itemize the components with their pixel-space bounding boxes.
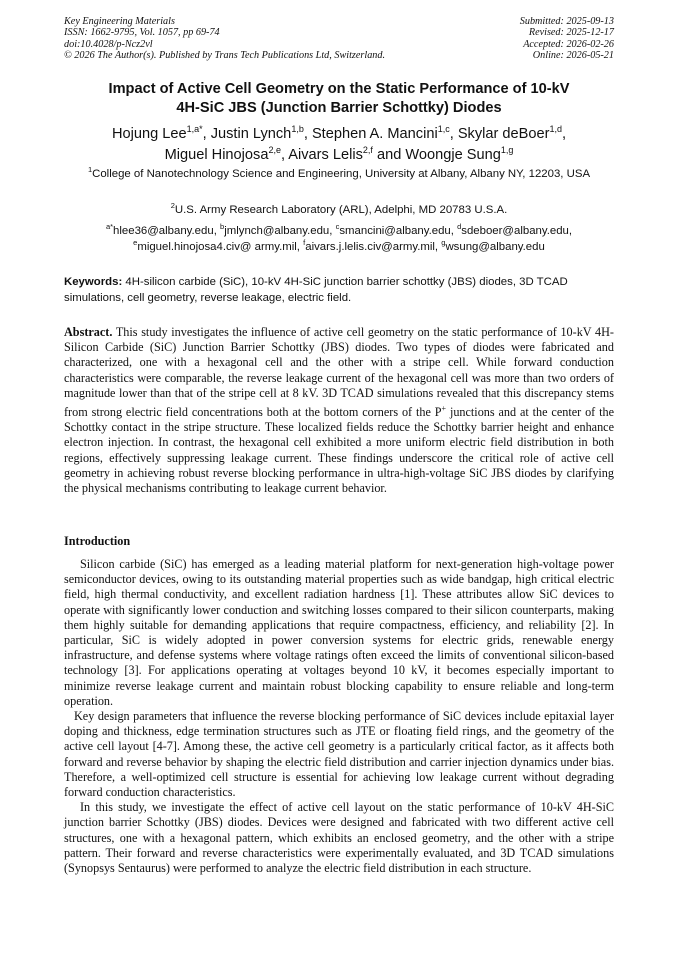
journal-doi: doi:10.4028/p-Ncz2vl (64, 38, 153, 50)
publication-dates (520, 16, 614, 62)
revised-date: Revised: 2025-12-17 (528, 27, 614, 39)
author-separator: , (449, 126, 458, 142)
author-separator: and (372, 146, 406, 163)
title-line-1: Impact of Active Cell Geometry on the Static Performance of 10-kV (108, 81, 570, 97)
email-link[interactable]: miguel.hinojosa4.civ@ army.mil, (137, 241, 304, 253)
email-line-2 (64, 239, 614, 255)
journal-issn: ISSN: 1662-9795, Vol. 1057, pp 69-74 (64, 27, 220, 39)
online-date: Online: 2026-05-21 (532, 50, 614, 62)
author-line-1 (40, 124, 638, 145)
author-affiliation-mark: 1,g (500, 144, 514, 155)
author-affiliation-mark: 1,b (291, 124, 304, 135)
submitted-date: Submitted: 2025-09-13 (519, 16, 614, 27)
keywords-text: 4H-silicon carbide (SiC), 10-kV 4H-SiC junction barrier schottky (JBS) diodes, 3D TCAD simulations, cell geometry, reverse leakage, electric field. (64, 276, 568, 304)
author: Aivars Lelis (288, 146, 363, 163)
email-mark: b (220, 222, 225, 232)
author: Skylar deBoer (457, 126, 550, 142)
keywords (64, 275, 614, 306)
author: Miguel Hinojosa (164, 146, 269, 163)
author-separator: , (303, 126, 312, 142)
author: Woongje Sung (405, 146, 501, 163)
author-emails (64, 223, 614, 255)
author-affiliation-mark: 1,c (437, 124, 450, 135)
email-line-1 (64, 223, 614, 239)
accepted-date: Accepted: 2026-02-26 (523, 38, 614, 50)
journal-name: Key Engineering Materials (64, 16, 175, 27)
email-mark: a* (105, 222, 114, 232)
email-link[interactable]: sdeboer@albany.edu, (461, 225, 573, 237)
author-affiliation-mark: 2,e (268, 144, 281, 155)
email-mark: e (133, 238, 138, 248)
keywords-label: Keywords: (64, 276, 123, 288)
affiliation-mark: 1 (87, 165, 93, 175)
affiliation-text: College of Nanotechnology Science and Engineering, University at Albany, Albany NY, 12203, USA (92, 168, 591, 180)
introduction-paragraph-3: In this study, we investigate the effect of active cell layout on the static performance of 10-kV 4H-SiC junction barrier Schottky (JBS) diodes. Devices were designed and fabricated with two different active cell structures, one with a hexagonal pattern, which exhibits an enclosed geometry, and the other with a stripe pattern. Their forward and reverse characteristics were experimentally evaluated, and 3D TCAD simulations (Synopsys Sentaurus) were performed to analyze the electric field distribution in each structure. (64, 800, 614, 876)
introduction-paragraph-1: Silicon carbide (SiC) has emerged as a leading material platform for next-generation high-voltage power semiconductor devices, owing to its outstanding material properties such as wide bandgap, high critical electric field, high thermal conductivity, and excellent radiation hardness [1]. These attributes allow SiC devices to operate with significantly lower conduction and switching losses compared to their silicon counterparts, making them highly suitable for demanding applications that require compactness, efficiency, and reliability [2]. In particular, SiC is widely adopted in power conversion systems for electric grids, renewable energy infrastructure, and defense systems where voltage ratings often exceed the limits of conventional silicon-based technology [3]. For applications operating at voltages beyond 10 kV, it becomes especially important to minimize reverse leakage current and maintain robust blocking capability to ensure reliable and long-term operation. (64, 557, 614, 708)
author-affiliation-mark: 1,a* (186, 124, 203, 135)
email-mark: d (457, 222, 462, 232)
journal-info (64, 16, 385, 62)
abstract-text: This study investigates the influence of active cell geometry on the static performance of 10-kV 4H-Silicon Carbide (SiC) Junction Barrier Schottky (JBS) diodes. Two types of diodes were fabricated and characterized, one with a hexagonal cell and the other with a stripe cell. While forward conduction characteristics were comparable, the reverse leakage current of the hexagonal cell was more than two orders of magnitude lower than that of the stripe cell at 8 kV. 3D TCAD simulations revealed that this discrepancy stems from strong electric field concentrations both at the bottom corners of the P (64, 325, 614, 420)
author-list (40, 124, 638, 165)
paper-title (40, 80, 638, 118)
author: Stephen A. Mancini (311, 126, 438, 142)
introduction-heading: Introduction (64, 534, 131, 548)
introduction-body (64, 557, 614, 876)
email-link[interactable]: hlee36@albany.edu, (113, 225, 221, 237)
title-line-2: 4H-SiC JBS (Junction Barrier Schottky) Diodes (176, 100, 502, 116)
abstract-text-continued: junctions and at the center of the Schottky contact in the stripe structure. These localized fields reduce the Schottky barrier height and enhance electron injection. In contrast, the hexagonal cell exhibited a more uniform electric field distribution in both regions, effectively suppressing leakage current. These findings underscore the critical role of active cell geometry in achieving robust reverse blocking performance in ultra-high-voltage SiC JBS diodes by clarifying the physical mechanisms contributing to leakage current behavior. (64, 405, 614, 496)
author-separator: , (202, 126, 211, 142)
abstract-superscript: + (441, 404, 447, 414)
affiliation-text: U.S. Army Research Laboratory (ARL), Adelphi, MD 20783 U.S.A. (174, 204, 508, 216)
email-link[interactable]: smancini@albany.edu, (339, 225, 458, 237)
author: Hojung Lee (111, 126, 187, 142)
abstract (64, 325, 614, 496)
email-link[interactable]: wsung@albany.edu (445, 241, 545, 253)
email-link[interactable]: aivars.j.lelis.civ@army.mil, (305, 241, 442, 253)
author-affiliation-mark: 2,f (362, 144, 373, 155)
introduction-paragraph-2: Key design parameters that influence the reverse blocking performance of SiC devices include epitaxial layer doping and thickness, edge termination structures such as JTE or floating field rings, and the geometry of the active cell layout [4-7]. Among these, the active cell geometry is a particularly critical factor, as it affects both forward and reverse behavior by shaping the electric field distribution and carrier injection dynamics under bias. Therefore, a well-optimized cell structure is essential for achieving low leakage current without degrading forward conduction characteristics. (64, 709, 614, 800)
author: Justin Lynch (210, 126, 292, 142)
author-line-2 (40, 145, 638, 166)
author-separator: , (562, 126, 567, 142)
email-link[interactable]: jmlynch@albany.edu, (224, 225, 336, 237)
author-separator: , (280, 146, 289, 163)
affiliation-mark: 2 (170, 201, 175, 211)
affiliation-1 (64, 167, 614, 183)
email-mark: c (335, 222, 340, 232)
email-mark: f (303, 238, 306, 248)
author-affiliation-mark: 1,d (549, 124, 562, 135)
email-mark: g (441, 238, 446, 248)
affiliation-2 (64, 203, 614, 219)
abstract-label: Abstract. (64, 325, 113, 339)
journal-copyright: © 2026 The Author(s). Published by Trans Tech Publications Ltd, Switzerland. (64, 50, 386, 62)
